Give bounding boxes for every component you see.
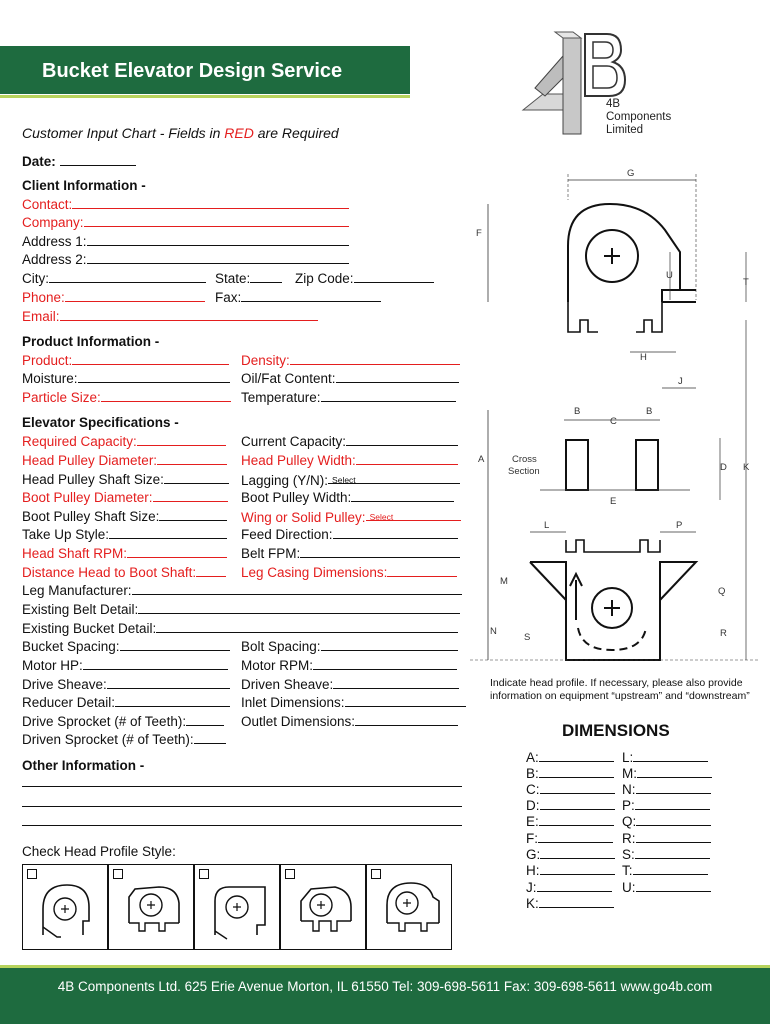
leg-manufacturer-row [22, 582, 462, 600]
dim-c [526, 781, 615, 798]
company-row [22, 214, 349, 232]
dim-t-field[interactable] [633, 862, 708, 875]
leg-manufacturer-field[interactable] [132, 582, 462, 595]
oil-fat-field[interactable] [336, 370, 459, 383]
dim-g-label: G: [526, 847, 541, 862]
client-heading: Client Information - [22, 178, 146, 193]
wing-solid-label: Wing or Solid Pulley: [241, 510, 366, 525]
inlet-dimensions-field[interactable] [345, 694, 466, 707]
head-pulley-diameter-label: Head Pulley Diameter: [22, 453, 158, 468]
profile-checkbox-1[interactable] [27, 869, 37, 879]
reducer-detail-label: Reducer Detail: [22, 695, 116, 710]
dim-d-field[interactable] [540, 797, 615, 810]
dim-f-field[interactable] [538, 830, 613, 843]
head-pulley-width-row [241, 452, 458, 470]
city-row [22, 270, 206, 288]
subtitle-text-end: are Required [253, 125, 339, 141]
address1-label: Address 1: [22, 234, 87, 249]
distance-head-boot-label: Distance Head to Boot Shaft: [22, 565, 197, 580]
dim-e [526, 813, 614, 830]
date-row [22, 153, 136, 171]
label-l: L [544, 520, 550, 531]
product-heading: Product Information - [22, 334, 160, 349]
drive-sprocket-label: Drive Sprocket (# of Teeth): [22, 714, 187, 729]
company-field[interactable] [84, 214, 349, 227]
lagging-select-text: Select [332, 475, 356, 485]
city-label: City: [22, 271, 49, 286]
profile-option-2[interactable] [108, 864, 194, 950]
belt-fpm-label: Belt FPM: [241, 546, 301, 561]
contact-field[interactable] [72, 196, 349, 209]
particle-size-row [22, 389, 231, 407]
page-title: Bucket Elevator Design Service [42, 60, 343, 82]
drive-sprocket-field[interactable] [186, 713, 224, 726]
take-up-style-field[interactable] [109, 526, 227, 539]
drive-sprocket-row [22, 713, 224, 731]
dim-r-label: R: [622, 831, 636, 846]
dimensions-title: DIMENSIONS [562, 721, 670, 740]
belt-fpm-field[interactable] [300, 545, 460, 558]
dim-b-field[interactable] [539, 765, 614, 778]
dim-a-field[interactable] [539, 749, 614, 762]
dim-b [526, 765, 614, 782]
motor-hp-row [22, 657, 228, 675]
dim-t-label: T: [622, 863, 633, 878]
label-s: S [524, 632, 531, 643]
diagram-note [490, 677, 750, 702]
head-shaft-rpm-field[interactable] [127, 545, 227, 558]
address1-row [22, 233, 349, 251]
email-field[interactable] [60, 308, 318, 321]
dim-r [622, 830, 711, 847]
density-field[interactable] [290, 352, 460, 365]
dim-g [526, 846, 615, 863]
required-capacity-field[interactable] [137, 433, 226, 446]
dim-q-field[interactable] [636, 813, 711, 826]
dim-j-label: J: [526, 880, 537, 895]
dim-t [622, 862, 708, 879]
dim-j-field[interactable] [537, 879, 612, 892]
product-label: Product: [22, 353, 73, 368]
fax-row [215, 289, 381, 307]
dim-m [622, 765, 712, 782]
motor-rpm-field[interactable] [313, 657, 457, 670]
subtitle-red-word: RED [224, 125, 254, 141]
label-p: P [676, 520, 683, 531]
bolt-spacing-field[interactable] [321, 638, 458, 651]
dim-m-field[interactable] [637, 765, 712, 778]
wing-solid-row [241, 508, 461, 527]
temperature-label: Temperature: [241, 390, 321, 405]
label-k: K [743, 462, 750, 473]
temperature-field[interactable] [321, 389, 456, 402]
particle-size-field[interactable] [101, 389, 231, 402]
lagging-row [241, 471, 460, 490]
density-label: Density: [241, 353, 290, 368]
take-up-style-row [22, 526, 227, 544]
label-a: A [478, 454, 485, 465]
product-row [22, 352, 229, 370]
label-r: R [720, 628, 727, 639]
dim-k [526, 895, 614, 912]
form-subtitle [22, 125, 339, 141]
label-f: F [476, 228, 482, 239]
profile-checkbox-4[interactable] [285, 869, 295, 879]
city-field[interactable] [49, 270, 206, 283]
drive-sheave-field[interactable] [107, 676, 230, 689]
lagging-label: Lagging (Y/N): [241, 473, 329, 488]
wing-solid-select[interactable] [366, 508, 461, 521]
head-pulley-shaft-field[interactable] [164, 471, 229, 484]
outlet-dimensions-label: Outlet Dimensions: [241, 714, 356, 729]
distance-head-boot-field[interactable] [196, 564, 226, 577]
motor-rpm-label: Motor RPM: [241, 658, 314, 673]
boot-pulley-shaft-label: Boot Pulley Shaft Size: [22, 509, 160, 524]
dim-p-field[interactable] [635, 797, 710, 810]
particle-size-label: Particle Size: [22, 390, 101, 405]
current-capacity-label: Current Capacity: [241, 434, 347, 449]
dim-a-label: A: [526, 750, 539, 765]
other-info-line-2[interactable] [22, 806, 462, 807]
reducer-detail-field[interactable] [115, 694, 230, 707]
boot-pulley-diameter-row [22, 489, 228, 507]
profile-checkbox-5[interactable] [371, 869, 381, 879]
phone-row [22, 289, 205, 307]
other-heading: Other Information - [22, 758, 145, 773]
leg-casing-label: Leg Casing Dimensions: [241, 565, 388, 580]
label-d: D [720, 462, 727, 473]
dim-h [526, 862, 615, 879]
dim-h-field[interactable] [540, 862, 615, 875]
dim-f [526, 830, 613, 847]
label-b-left: B [574, 406, 581, 417]
head-pulley-diameter-field[interactable] [157, 452, 227, 465]
dim-s [622, 846, 710, 863]
moisture-label: Moisture: [22, 371, 78, 386]
state-row [215, 270, 282, 288]
label-b-right: B [646, 406, 653, 417]
dim-n-label: N: [622, 782, 636, 797]
logo-line-1: 4B [606, 98, 621, 110]
motor-hp-label: Motor HP: [22, 658, 83, 673]
diagram-note-line-2: information on equipment “upstream” and “downstream” [490, 689, 750, 702]
boot-pulley-diameter-label: Boot Pulley Diameter: [22, 490, 153, 505]
driven-sprocket-row [22, 731, 226, 749]
date-field[interactable] [60, 153, 136, 166]
boot-pulley-diameter-field[interactable] [153, 489, 228, 502]
existing-bucket-row [22, 620, 458, 638]
head-pulley-shaft-label: Head Pulley Shaft Size: [22, 472, 164, 487]
elevator-heading: Elevator Specifications - [22, 415, 179, 430]
address2-row [22, 251, 349, 269]
check-profile-label: Check Head Profile Style: [22, 844, 176, 859]
profile-checkbox-2[interactable] [113, 869, 123, 879]
dim-s-label: S: [622, 847, 635, 862]
dim-n [622, 781, 711, 798]
dim-h-label: H: [526, 863, 540, 878]
boot-pulley-shaft-field[interactable] [159, 508, 227, 521]
dim-d [526, 797, 615, 814]
dim-k-label: K: [526, 896, 539, 911]
profile-option-3[interactable] [194, 864, 280, 950]
dim-q [622, 813, 711, 830]
moisture-row [22, 370, 230, 388]
label-j: J [678, 376, 683, 387]
head-pulley-diameter-row [22, 452, 227, 470]
existing-belt-row [22, 601, 460, 619]
bolt-spacing-row [241, 638, 458, 656]
current-capacity-row [241, 433, 458, 451]
dim-q-label: Q: [622, 814, 637, 829]
existing-bucket-field[interactable] [156, 620, 458, 633]
inlet-dimensions-label: Inlet Dimensions: [241, 695, 345, 710]
dim-u-field[interactable] [636, 879, 711, 892]
dim-u-label: U: [622, 880, 636, 895]
label-g: G [627, 168, 635, 179]
dim-u [622, 879, 711, 896]
feed-direction-field[interactable] [333, 526, 458, 539]
oil-fat-label: Oil/Fat Content: [241, 371, 336, 386]
label-q: Q [718, 586, 726, 597]
take-up-style-label: Take Up Style: [22, 527, 110, 542]
product-field[interactable] [72, 352, 229, 365]
dim-d-label: D: [526, 798, 540, 813]
dim-g-field[interactable] [540, 846, 615, 859]
leg-casing-field[interactable] [387, 564, 457, 577]
phone-label: Phone: [22, 290, 65, 305]
dim-e-label: E: [526, 814, 539, 829]
logo-line-2: Components [606, 111, 672, 123]
dim-l-label: L: [622, 750, 634, 765]
dim-s-field[interactable] [635, 846, 710, 859]
drive-sheave-row [22, 676, 230, 694]
zip-label: Zip Code: [295, 271, 354, 286]
fax-field[interactable] [241, 289, 381, 302]
label-n: N [490, 626, 497, 637]
reducer-detail-row [22, 694, 230, 712]
driven-sprocket-label: Driven Sprocket (# of Teeth): [22, 732, 194, 747]
dim-p-label: P: [622, 798, 635, 813]
driven-sprocket-field[interactable] [194, 731, 226, 744]
dim-n-field[interactable] [636, 781, 711, 794]
bucket-spacing-field[interactable] [120, 638, 230, 651]
wing-select-text: Select [369, 512, 394, 522]
profile-option-4[interactable] [280, 864, 366, 950]
outlet-dimensions-field[interactable] [355, 713, 458, 726]
subtitle-text: Customer Input Chart - Fields in [22, 125, 225, 141]
required-capacity-label: Required Capacity: [22, 434, 137, 449]
leg-casing-row [241, 564, 457, 582]
profile-option-1[interactable] [22, 864, 108, 950]
fax-label: Fax: [215, 290, 242, 305]
drive-sheave-label: Drive Sheave: [22, 677, 107, 692]
dim-c-field[interactable] [540, 781, 615, 794]
dim-r-field[interactable] [636, 830, 711, 843]
oil-fat-row [241, 370, 459, 388]
address1-field[interactable] [87, 233, 349, 246]
bucket-spacing-row [22, 638, 230, 656]
label-e: E [610, 496, 617, 507]
boot-pulley-width-field[interactable] [351, 489, 454, 502]
label-m: M [500, 576, 508, 587]
dim-m-label: M: [622, 766, 637, 781]
driven-sheave-row [241, 676, 459, 694]
leg-manufacturer-label: Leg Manufacturer: [22, 583, 132, 598]
inlet-dimensions-row [241, 694, 466, 712]
diagram-note-line-1: Indicate head profile. If necessary, please also provide [490, 677, 743, 689]
head-pulley-shaft-row [22, 471, 229, 489]
outlet-dimensions-row [241, 713, 458, 731]
motor-hp-field[interactable] [83, 657, 228, 670]
dim-c-label: C: [526, 782, 540, 797]
temperature-row [241, 389, 456, 407]
existing-bucket-label: Existing Bucket Detail: [22, 621, 157, 636]
boot-pulley-shaft-row [22, 508, 227, 526]
feed-direction-label: Feed Direction: [241, 527, 333, 542]
elevator-diagram [470, 160, 760, 670]
dim-p [622, 797, 710, 814]
contact-label: Contact: [22, 197, 73, 212]
feed-direction-row [241, 526, 458, 544]
density-row [241, 352, 460, 370]
motor-rpm-row [241, 657, 457, 675]
phone-field[interactable] [65, 289, 205, 302]
boot-pulley-width-label: Boot Pulley Width: [241, 490, 352, 505]
profile-option-5[interactable] [366, 864, 452, 950]
label-c: C [610, 416, 617, 427]
dim-b-label: B: [526, 766, 539, 781]
logo-text [606, 98, 671, 137]
head-pulley-width-label: Head Pulley Width: [241, 453, 356, 468]
lagging-select[interactable] [328, 471, 460, 484]
label-cross: Cross [512, 454, 537, 465]
date-label: Date: [22, 154, 56, 169]
email-label: Email: [22, 309, 60, 324]
profile-checkbox-3[interactable] [199, 869, 209, 879]
head-shaft-rpm-label: Head Shaft RPM: [22, 546, 128, 561]
label-u: U [666, 270, 673, 281]
belt-fpm-row [241, 545, 460, 563]
head-pulley-width-field[interactable] [356, 452, 458, 465]
other-info-line-3[interactable] [22, 825, 462, 826]
dim-f-label: F: [526, 831, 538, 846]
dim-l [622, 749, 708, 766]
existing-belt-field[interactable] [138, 601, 460, 614]
boot-pulley-width-row [241, 489, 454, 507]
footer-band [0, 965, 770, 1024]
dim-k-field[interactable] [539, 895, 614, 908]
other-info-line-1[interactable] [22, 786, 462, 787]
driven-sheave-field[interactable] [333, 676, 459, 689]
logo-line-3: Limited [606, 124, 644, 136]
dim-j [526, 879, 612, 896]
zip-row [295, 270, 434, 288]
company-label: Company: [22, 215, 84, 230]
head-shaft-rpm-row [22, 545, 227, 563]
email-row [22, 308, 318, 326]
dim-a [526, 749, 614, 766]
label-t: T [743, 277, 749, 288]
bucket-spacing-label: Bucket Spacing: [22, 639, 120, 654]
state-field[interactable] [250, 270, 282, 283]
address2-field[interactable] [87, 251, 349, 264]
label-section: Section [508, 466, 540, 477]
driven-sheave-label: Driven Sheave: [241, 677, 334, 692]
required-capacity-row [22, 433, 226, 451]
dim-e-field[interactable] [539, 813, 614, 826]
contact-row [22, 196, 349, 214]
moisture-field[interactable] [78, 370, 230, 383]
address2-label: Address 2: [22, 252, 87, 267]
dim-l-field[interactable] [633, 749, 708, 762]
distance-head-boot-row [22, 564, 226, 582]
bolt-spacing-label: Bolt Spacing: [241, 639, 321, 654]
footer-contact: 4B Components Ltd. 625 Erie Avenue Morton, IL 61550 Tel: 309-698-5611 Fax: 309-698-5611 www.go4b.com [57, 979, 713, 994]
existing-belt-label: Existing Belt Detail: [22, 602, 139, 617]
state-label: State: [215, 271, 251, 286]
label-h: H [640, 352, 647, 363]
current-capacity-field[interactable] [346, 433, 458, 446]
zip-field[interactable] [354, 270, 434, 283]
